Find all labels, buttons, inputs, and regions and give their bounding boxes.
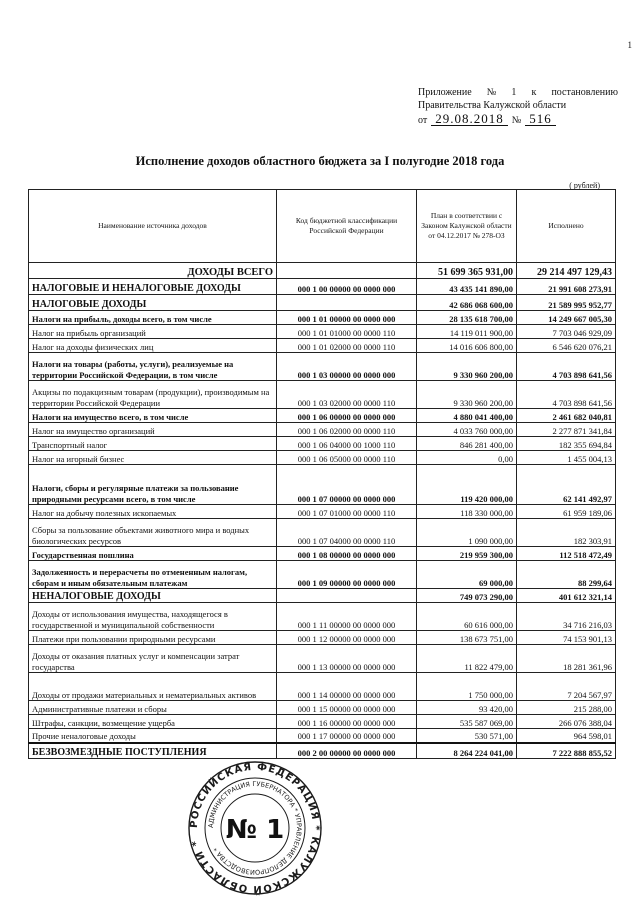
- cell-plan: 42 686 068 600,00: [417, 295, 517, 311]
- cell-name: Сборы за пользование объектами животного мира и водных биологических ресурсов: [29, 519, 277, 547]
- table-row: [29, 673, 616, 701]
- cell-plan: 1 750 000,00: [417, 673, 517, 701]
- cell-plan: 4 880 041 400,00: [417, 409, 517, 423]
- cell-name: Штрафы, санкции, возмещение ущерба: [29, 715, 277, 729]
- cell-plan: 749 073 290,00: [417, 589, 517, 603]
- table-row: [29, 409, 616, 423]
- cell-name: Налог на доходы физических лиц: [29, 339, 277, 353]
- cell-done: 182 303,91: [517, 519, 616, 547]
- seal-inner-text: АДМИНИСТРАЦИЯ ГУБЕРНАТОРА * УПРАВЛЕНИЕ ДЕЛОПРОИЗВОДСТВА *: [206, 779, 304, 877]
- cell-code: 000 1 17 00000 00 0000 000: [277, 729, 417, 743]
- cell-plan: 28 135 618 700,00: [417, 311, 517, 325]
- cell-name: Акцизы по подакцизным товарам (продукции), производимым на территории Российской Федерации: [29, 381, 277, 409]
- cell-done: 7 703 046 929,09: [517, 325, 616, 339]
- cell-done: 2 461 682 040,81: [517, 409, 616, 423]
- cell-code: 000 1 01 01000 00 0000 110: [277, 325, 417, 339]
- cell-done: 4 703 898 641,56: [517, 353, 616, 381]
- table-row: [29, 465, 616, 505]
- cell-code: [277, 589, 417, 603]
- table-row: [29, 743, 616, 759]
- cell-done: 2 277 871 341,84: [517, 423, 616, 437]
- table-row: [29, 701, 616, 715]
- cell-name: БЕЗВОЗМЕЗДНЫЕ ПОСТУПЛЕНИЯ: [29, 743, 277, 759]
- annex-word: №: [486, 87, 497, 98]
- cell-plan: 119 420 000,00: [417, 465, 517, 505]
- annex-line-1: [418, 86, 618, 99]
- cell-done: 14 249 667 005,30: [517, 311, 616, 325]
- cell-done: 6 546 620 076,21: [517, 339, 616, 353]
- cell-code: 000 1 07 01000 00 0000 110: [277, 505, 417, 519]
- cell-plan: 219 959 300,00: [417, 547, 517, 561]
- table-row: [29, 645, 616, 673]
- cell-plan: 60 616 000,00: [417, 603, 517, 631]
- table-row: [29, 339, 616, 353]
- cell-done: 29 214 497 129,43: [517, 263, 616, 279]
- cell-done: 88 299,64: [517, 561, 616, 589]
- cell-code: 000 1 14 00000 00 0000 000: [277, 673, 417, 701]
- cell-name: Налог на имущество организаций: [29, 423, 277, 437]
- annex-line-3: [418, 112, 618, 127]
- annex-word: Приложение: [418, 87, 472, 98]
- cell-plan: 535 587 069,00: [417, 715, 517, 729]
- cell-name: Доходы от использования имущества, находящегося в государственной и муниципальной собственности: [29, 603, 277, 631]
- table-row: [29, 505, 616, 519]
- cell-code: 000 1 16 00000 00 0000 000: [277, 715, 417, 729]
- cell-done: 4 703 898 641,56: [517, 381, 616, 409]
- cell-done: 34 716 216,03: [517, 603, 616, 631]
- table-row: [29, 423, 616, 437]
- cell-plan: 51 699 365 931,00: [417, 263, 517, 279]
- header-plan: План в соответствии с Законом Калужской области от 04.12.2017 № 278-ОЗ: [417, 190, 517, 263]
- document-title: Исполнение доходов областного бюджета за I полугодие 2018 года: [135, 154, 505, 168]
- table-row: [29, 451, 616, 465]
- cell-done: 182 355 694,84: [517, 437, 616, 451]
- revenue-table: [28, 189, 616, 759]
- cell-plan: 14 119 011 900,00: [417, 325, 517, 339]
- table-row: [29, 547, 616, 561]
- table-row: [29, 353, 616, 381]
- cell-done: 74 153 901,13: [517, 631, 616, 645]
- cell-plan: 1 090 000,00: [417, 519, 517, 547]
- cell-name: Налог на игорный бизнес: [29, 451, 277, 465]
- cell-done: 964 598,01: [517, 729, 616, 743]
- cell-code: 000 1 03 00000 00 0000 000: [277, 353, 417, 381]
- table-header-row: [29, 190, 616, 263]
- table-row: [29, 279, 616, 295]
- annex-line-2: Правительства Калужской области: [418, 100, 567, 111]
- cell-done: 401 612 321,14: [517, 589, 616, 603]
- table-row: [29, 561, 616, 589]
- cell-plan: 93 420,00: [417, 701, 517, 715]
- cell-name: Государственная пошлина: [29, 547, 277, 561]
- cell-name: Налоги на имущество всего, в том числе: [29, 409, 277, 423]
- cell-name: Задолженность и перерасчеты по отмененным налогам, сборам и иным обязательным платежам: [29, 561, 277, 589]
- cell-code: 000 1 09 00000 00 0000 000: [277, 561, 417, 589]
- cell-plan: 43 435 141 890,00: [417, 279, 517, 295]
- cell-code: 000 1 01 00000 00 0000 000: [277, 311, 417, 325]
- cell-done: 21 589 995 952,77: [517, 295, 616, 311]
- cell-code: [277, 295, 417, 311]
- seal-outer-text: РОССИЙСКАЯ ФЕДЕРАЦИЯ * КАЛУЖСКОЙ ОБЛАСТИ *: [188, 761, 322, 895]
- cell-done: 18 281 361,96: [517, 645, 616, 673]
- cell-code: 000 1 06 00000 00 0000 000: [277, 409, 417, 423]
- cell-plan: 9 330 960 200,00: [417, 381, 517, 409]
- annex-word: к: [531, 87, 537, 98]
- cell-name: Прочие неналоговые доходы: [29, 729, 277, 743]
- cell-done: 7 204 567,97: [517, 673, 616, 701]
- cell-done: 1 455 004,13: [517, 451, 616, 465]
- cell-name: НАЛОГОВЫЕ ДОХОДЫ: [29, 295, 277, 311]
- cell-name: Налоги на прибыль, доходы всего, в том числе: [29, 311, 277, 325]
- annex-date: 29.08.2018: [431, 112, 508, 126]
- cell-code: 000 1 15 00000 00 0000 000: [277, 701, 417, 715]
- cell-code: 000 1 06 02000 00 0000 110: [277, 423, 417, 437]
- cell-code: 000 1 06 05000 00 0000 110: [277, 451, 417, 465]
- table-row: [29, 295, 616, 311]
- corner-mark: 1: [627, 40, 632, 50]
- header-name: Наименование источника доходов: [29, 190, 277, 263]
- cell-name: ДОХОДЫ ВСЕГО: [29, 263, 277, 279]
- official-seal-stamp: [187, 760, 323, 896]
- cell-done: 62 141 492,97: [517, 465, 616, 505]
- cell-code: 000 1 12 00000 00 0000 000: [277, 631, 417, 645]
- table-row: [29, 519, 616, 547]
- cell-name: Платежи при пользовании природными ресурсами: [29, 631, 277, 645]
- cell-name: Административные платежи и сборы: [29, 701, 277, 715]
- cell-name: Налог на прибыль организаций: [29, 325, 277, 339]
- cell-done: 215 288,00: [517, 701, 616, 715]
- cell-name: Доходы от оказания платных услуг и компенсации затрат государства: [29, 645, 277, 673]
- cell-code: 000 1 06 04000 00 1000 110: [277, 437, 417, 451]
- cell-done: 21 991 608 273,91: [517, 279, 616, 295]
- cell-done: 61 959 189,06: [517, 505, 616, 519]
- cell-code: 000 1 03 02000 00 0000 110: [277, 381, 417, 409]
- table-row: [29, 729, 616, 743]
- cell-code: 000 1 08 00000 00 0000 000: [277, 547, 417, 561]
- cell-code: 000 1 01 02000 00 0000 110: [277, 339, 417, 353]
- cell-plan: 69 000,00: [417, 561, 517, 589]
- cell-plan: 11 822 479,00: [417, 645, 517, 673]
- annex-from-prefix: от: [418, 115, 428, 126]
- cell-code: 000 1 00 00000 00 0000 000: [277, 279, 417, 295]
- annex-word: 1: [511, 87, 517, 98]
- cell-name: НАЛОГОВЫЕ И НЕНАЛОГОВЫЕ ДОХОДЫ: [29, 279, 277, 295]
- cell-code: 000 1 11 00000 00 0000 000: [277, 603, 417, 631]
- cell-plan: 8 264 224 041,00: [417, 743, 517, 759]
- table-row: [29, 437, 616, 451]
- cell-name: Транспортный налог: [29, 437, 277, 451]
- annex-number: 516: [525, 112, 556, 126]
- cell-code: 000 1 07 04000 00 0000 110: [277, 519, 417, 547]
- header-done: Исполнено: [517, 190, 616, 263]
- cell-code: [277, 263, 417, 279]
- cell-name: Налоги, сборы и регулярные платежи за пользование природными ресурсами всего, в том числе: [29, 465, 277, 505]
- cell-plan: 138 673 751,00: [417, 631, 517, 645]
- cell-plan: 14 016 606 800,00: [417, 339, 517, 353]
- cell-done: 7 222 888 855,52: [517, 743, 616, 759]
- table-row: [29, 381, 616, 409]
- cell-name: НЕНАЛОГОВЫЕ ДОХОДЫ: [29, 589, 277, 603]
- cell-name: Налог на добычу полезных ископаемых: [29, 505, 277, 519]
- annex-word: постановлению: [551, 87, 618, 98]
- seal-number: № 1: [225, 815, 285, 845]
- cell-plan: 530 571,00: [417, 729, 517, 743]
- cell-code: 000 1 13 00000 00 0000 000: [277, 645, 417, 673]
- cell-plan: 118 330 000,00: [417, 505, 517, 519]
- cell-plan: 4 033 760 000,00: [417, 423, 517, 437]
- annex-no-prefix: №: [511, 115, 522, 126]
- table-row: [29, 263, 616, 279]
- cell-plan: 846 281 400,00: [417, 437, 517, 451]
- table-row: [29, 631, 616, 645]
- table-row: [29, 603, 616, 631]
- cell-plan: 9 330 960 200,00: [417, 353, 517, 381]
- cell-plan: 0,00: [417, 451, 517, 465]
- table-row: [29, 715, 616, 729]
- annex-block: [418, 86, 618, 127]
- unit-label: ( рублей): [569, 181, 600, 190]
- table-row: [29, 311, 616, 325]
- cell-code: 000 2 00 00000 00 0000 000: [277, 743, 417, 759]
- table-row: [29, 589, 616, 603]
- cell-done: 266 076 388,04: [517, 715, 616, 729]
- cell-done: 112 518 472,49: [517, 547, 616, 561]
- cell-code: 000 1 07 00000 00 0000 000: [277, 465, 417, 505]
- header-code: Код бюджетной классификации Российской Федерации: [277, 190, 417, 263]
- table-row: [29, 325, 616, 339]
- cell-name: Доходы от продажи материальных и нематериальных активов: [29, 673, 277, 701]
- cell-name: Налоги на товары (работы, услуги), реализуемые на территории Российской Федерации, в том числе: [29, 353, 277, 381]
